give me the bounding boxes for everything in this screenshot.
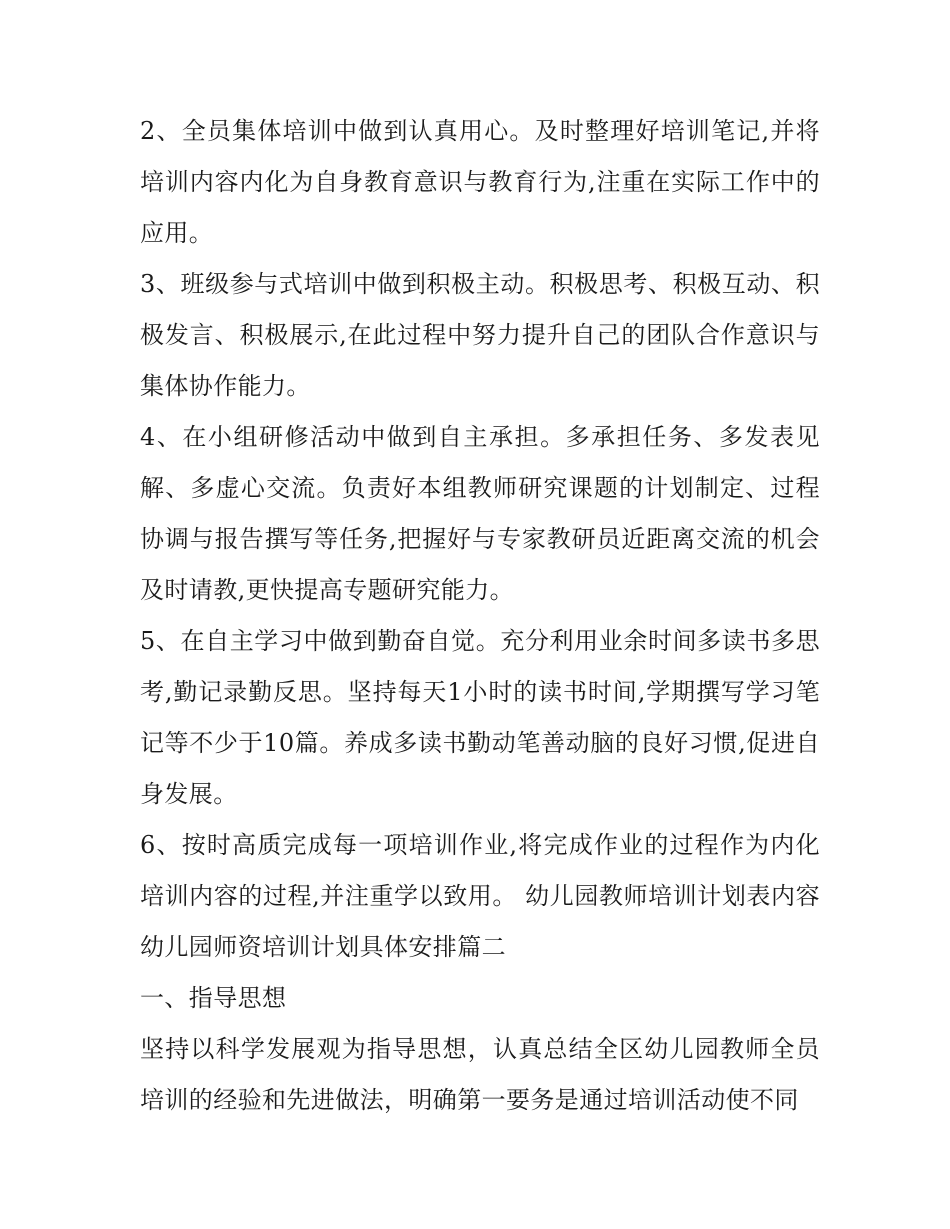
section-heading-guiding-ideology: 一、指导思想 (140, 984, 287, 1012)
paragraph-item-6: 6、按时高质完成每一项培训作业,将完成作业的过程作为内化培训内容的过程,并注重学以致用。 幼儿园教师培训计划表内容 幼儿园师资培训计划具体安排篇二 (140, 831, 820, 961)
document-body (140, 106, 820, 1126)
paragraph-guiding-ideology-body: 坚持以科学发展观为指导思想，认真总结全区幼儿园教师全员培训的经验和先进做法，明确第一要务是通过培训活动使不同 (140, 1035, 820, 1114)
paragraph-item-3: 3、班级参与式培训中做到积极主动。积极思考、积极互动、积极发言、积极展示,在此过程中努力提升自己的团队合作意识与集体协作能力。 (140, 270, 820, 400)
paragraph-item-4: 4、在小组研修活动中做到自主承担。多承担任务、多发表见解、多虚心交流。负责好本组教师研究课题的计划制定、过程协调与报告撰写等任务,把握好与专家教研员近距离交流的机会及时请教,更快提高专题研究能力。 (140, 423, 820, 604)
paragraph-item-2: 2、全员集体培训中做到认真用心。及时整理好培训笔记,并将培训内容内化为自身教育意识与教育行为,注重在实际工作中的应用。 (140, 117, 820, 247)
paragraph-item-5: 5、在自主学习中做到勤奋自觉。充分利用业余时间多读书多思考,勤记录勤反思。坚持每天1小时的读书时间,学期撰写学习笔记等不少于10篇。养成多读书勤动笔善动脑的良好习惯,促进自身发展。 (140, 627, 820, 808)
